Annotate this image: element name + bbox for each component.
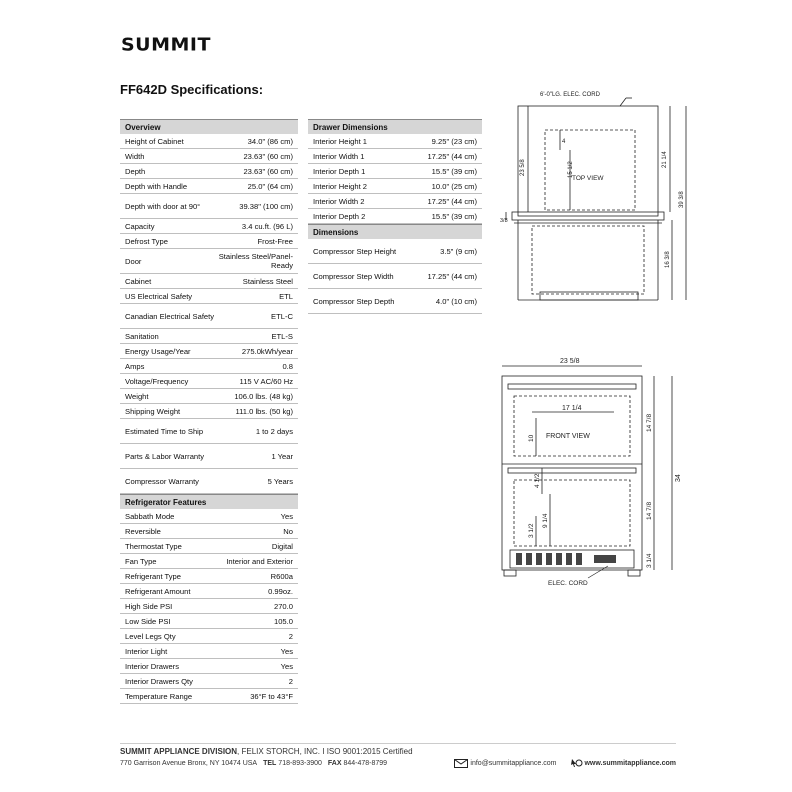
spec-row [120,554,298,569]
front-view-label: FRONT VIEW [546,433,590,440]
spec-row [120,274,298,289]
cursor-icon [571,758,583,768]
spec-label: Defrost Type [125,236,168,246]
front-dim-10: 10 [528,434,535,442]
spec-row [120,509,298,524]
top-cord-label: 6'-0"LG. ELEC. CORD [540,92,600,98]
spec-value: 0.8 [282,361,293,371]
spec-label: Interior Height 1 [313,136,368,146]
spec-value: 17.25" (44 cm) [427,196,477,206]
spec-row [120,219,298,234]
spec-row [120,389,298,404]
spec-row [120,374,298,389]
spec-label: Sabbath Mode [125,511,175,521]
spec-row [120,539,298,554]
spec-row [120,419,298,444]
spec-label: Interior Width 2 [313,196,365,206]
spec-row [120,599,298,614]
spec-label: Interior Width 1 [313,151,365,161]
spec-row [120,444,298,469]
spec-row [120,134,298,149]
spec-value: 9.25" (23 cm) [431,136,477,146]
spec-label: Level Legs Qty [125,631,176,641]
top-dim-23-5-8: 23 5/8 [520,159,526,176]
summit-logo: SUMMIT [121,34,211,56]
spec-row [120,584,298,599]
spec-value: ETL [279,291,293,301]
spec-label: Compressor Warranty [125,476,199,486]
spec-label: Weight [125,391,149,401]
footer-tel: 718-893-3900 [278,759,322,767]
spec-value: Stainless Steel/Panel-Ready [218,252,293,270]
drawer_dimensions-header: Drawer Dimensions [308,119,482,134]
spec-value: 36°F to 43°F [250,691,293,701]
spec-row [308,264,482,289]
spec-label: Amps [125,361,145,371]
spec-label: Compressor Step Height [313,246,397,256]
spec-row [308,134,482,149]
spec-value: Interior and Exterior [226,556,293,566]
spec-value: 10.0" (25 cm) [431,181,477,191]
front-dim-9-1-4: 9 1/4 [542,513,549,528]
spec-label: High Side PSI [125,601,173,611]
front-dim-14-7-8-b: 14 7/8 [646,501,653,520]
spec-value: 105.0 [273,616,293,626]
spec-value: 3.5" (9 cm) [440,246,477,256]
footer-website[interactable]: www.summitappliance.com [571,758,677,768]
spec-label: Thermostat Type [125,541,182,551]
spec-row [120,689,298,704]
front-cord-label: ELEC. CORD [548,580,588,587]
front-view-diagram [496,352,696,592]
specs-right-column [308,119,482,314]
spec-row [308,239,482,264]
spec-value: 5 Years [267,476,293,486]
spec-row [120,404,298,419]
spec-value: Yes [280,511,293,521]
spec-row [120,304,298,329]
footer-tel-label: TEL [263,759,277,767]
front-dim-3-1-4: 3 1/4 [646,553,653,568]
spec-label: Interior Depth 2 [313,211,366,221]
spec-row [120,249,298,274]
footer-contact [120,758,676,768]
spec-row [120,179,298,194]
spec-value: 15.5" (39 cm) [431,166,477,176]
spec-value: Yes [280,646,293,656]
spec-value: 34.0" (86 cm) [247,136,293,146]
front-dim-17-1-4: 17 1/4 [562,405,582,412]
spec-value: 39.38" (100 cm) [239,201,293,211]
footer-fax: 844-478-8799 [343,759,388,767]
spec-label: Cabinet [125,276,152,286]
spec-value: Frost-Free [257,236,293,246]
spec-value: R600a [270,571,293,581]
spec-label: Canadian Electrical Safety [125,311,215,321]
spec-label: Parts & Labor Warranty [125,451,205,461]
spec-row [120,629,298,644]
spec-row [120,164,298,179]
front-dim-3-1-2: 3 1/2 [528,523,535,538]
spec-value: 1 Year [271,451,293,461]
footer-address: 770 Garrison Avenue Bronx, NY 10474 USA [120,759,258,767]
spec-value: Yes [280,661,293,671]
spec-row [308,209,482,224]
spec-row [308,149,482,164]
spec-label: Depth [125,166,146,176]
spec-value: 106.0 lbs. (48 kg) [234,391,293,401]
spec-row [120,614,298,629]
top-view-label: TOP VIEW [572,175,604,182]
spec-row [120,329,298,344]
spec-value: Digital [271,541,293,551]
front-dim-23-5-8: 23 5/8 [560,358,580,365]
spec-value: 1 to 2 days [255,426,293,436]
front-dim-14-7-8-a: 14 7/8 [646,413,653,432]
spec-label: US Electrical Safety [125,291,193,301]
footer-company: SUMMIT APPLIANCE DIVISION, FELIX STORCH, INC. I ISO 9001:2015 Certified [120,747,413,756]
top-dim-15-1-2: 15 1/2 [568,161,574,178]
spec-label: Energy Usage/Year [125,346,191,356]
footer-fax-label: FAX [327,759,342,767]
spec-value: Stainless Steel [242,276,293,286]
spec-label: Depth with Handle [125,181,188,191]
footer-email[interactable]: info@summitappliance.com [454,759,556,768]
spec-label: Capacity [125,221,155,231]
spec-row [308,179,482,194]
spec-value: 2 [288,631,293,641]
spec-row [120,674,298,689]
spec-row [120,289,298,304]
spec-label: Estimated Time to Ship [125,426,204,436]
spec-row [308,164,482,179]
spec-value: 23.63" (60 cm) [243,151,293,161]
page-title: FF642D Specifications: [120,82,264,97]
spec-label: Fan Type [125,556,157,566]
spec-label: Shipping Weight [125,406,181,416]
top-dim-4: 4 [562,139,566,145]
spec-value: 111.0 lbs. (50 kg) [235,406,293,416]
specs-left-column [120,119,298,704]
spec-label: Interior Height 2 [313,181,368,191]
top-dim-3-8: 3/8 [500,218,508,224]
spec-value: No [283,526,293,536]
spec-row [120,569,298,584]
spec-row [120,194,298,219]
spec-row [308,194,482,209]
front-dim-34: 34 [675,474,682,482]
spec-row [120,234,298,249]
dimensions-header: Dimensions [308,224,482,239]
top-dim-21-1-4: 21 1/4 [662,151,668,168]
spec-label: Refrigerant Type [125,571,181,581]
spec-label: Interior Light [125,646,168,656]
top-dim-16-3-8: 16 3/8 [665,251,671,268]
spec-row [120,659,298,674]
spec-label: Voltage/Frequency [125,376,189,386]
spec-value: 4.0" (10 cm) [435,296,477,306]
spec-row [120,359,298,374]
spec-row [120,524,298,539]
spec-value: 3.4 cu.ft. (96 L) [241,221,293,231]
features-header: Refrigerator Features [120,494,298,509]
spec-label: Temperature Range [125,691,193,701]
spec-label: Low Side PSI [125,616,171,626]
spec-label: Sanitation [125,331,159,341]
spec-value: 17.25" (44 cm) [427,151,477,161]
spec-row [120,149,298,164]
overview-header: Overview [120,119,298,134]
spec-label: Depth with door at 90° [125,201,201,211]
spec-value: 15.5" (39 cm) [431,211,477,221]
spec-row [120,469,298,494]
front-dim-4-1-2: 4 1/2 [534,473,541,488]
spec-value: 275.0kWh/year [241,346,293,356]
spec-label: Interior Drawers [125,661,180,671]
spec-value: 2 [288,676,293,686]
spec-value: ETL-S [271,331,293,341]
spec-label: Refrigerant Amount [125,586,191,596]
spec-value: 23.63" (60 cm) [243,166,293,176]
footer [120,743,676,768]
spec-value: 0.99oz. [268,586,293,596]
spec-row [120,644,298,659]
spec-label: Compressor Step Width [313,271,394,281]
spec-label: Door [125,256,142,266]
spec-value: 115 V AC/60 Hz [239,376,293,386]
spec-label: Width [125,151,145,161]
spec-value: ETL-C [271,311,293,321]
spec-label: Reversible [125,526,161,536]
envelope-icon [454,759,468,768]
spec-value: 270.0 [273,601,293,611]
spec-label: Interior Depth 1 [313,166,366,176]
spec-value: 17.25" (44 cm) [427,271,477,281]
spec-label: Interior Drawers Qty [125,676,193,686]
top-view-diagram [500,88,700,310]
spec-row [120,344,298,359]
spec-value: 25.0" (64 cm) [247,181,293,191]
spec-label: Height of Cabinet [125,136,184,146]
top-dim-39-3-8: 39 3/8 [679,191,685,208]
spec-row [308,289,482,314]
spec-label: Compressor Step Depth [313,296,395,306]
